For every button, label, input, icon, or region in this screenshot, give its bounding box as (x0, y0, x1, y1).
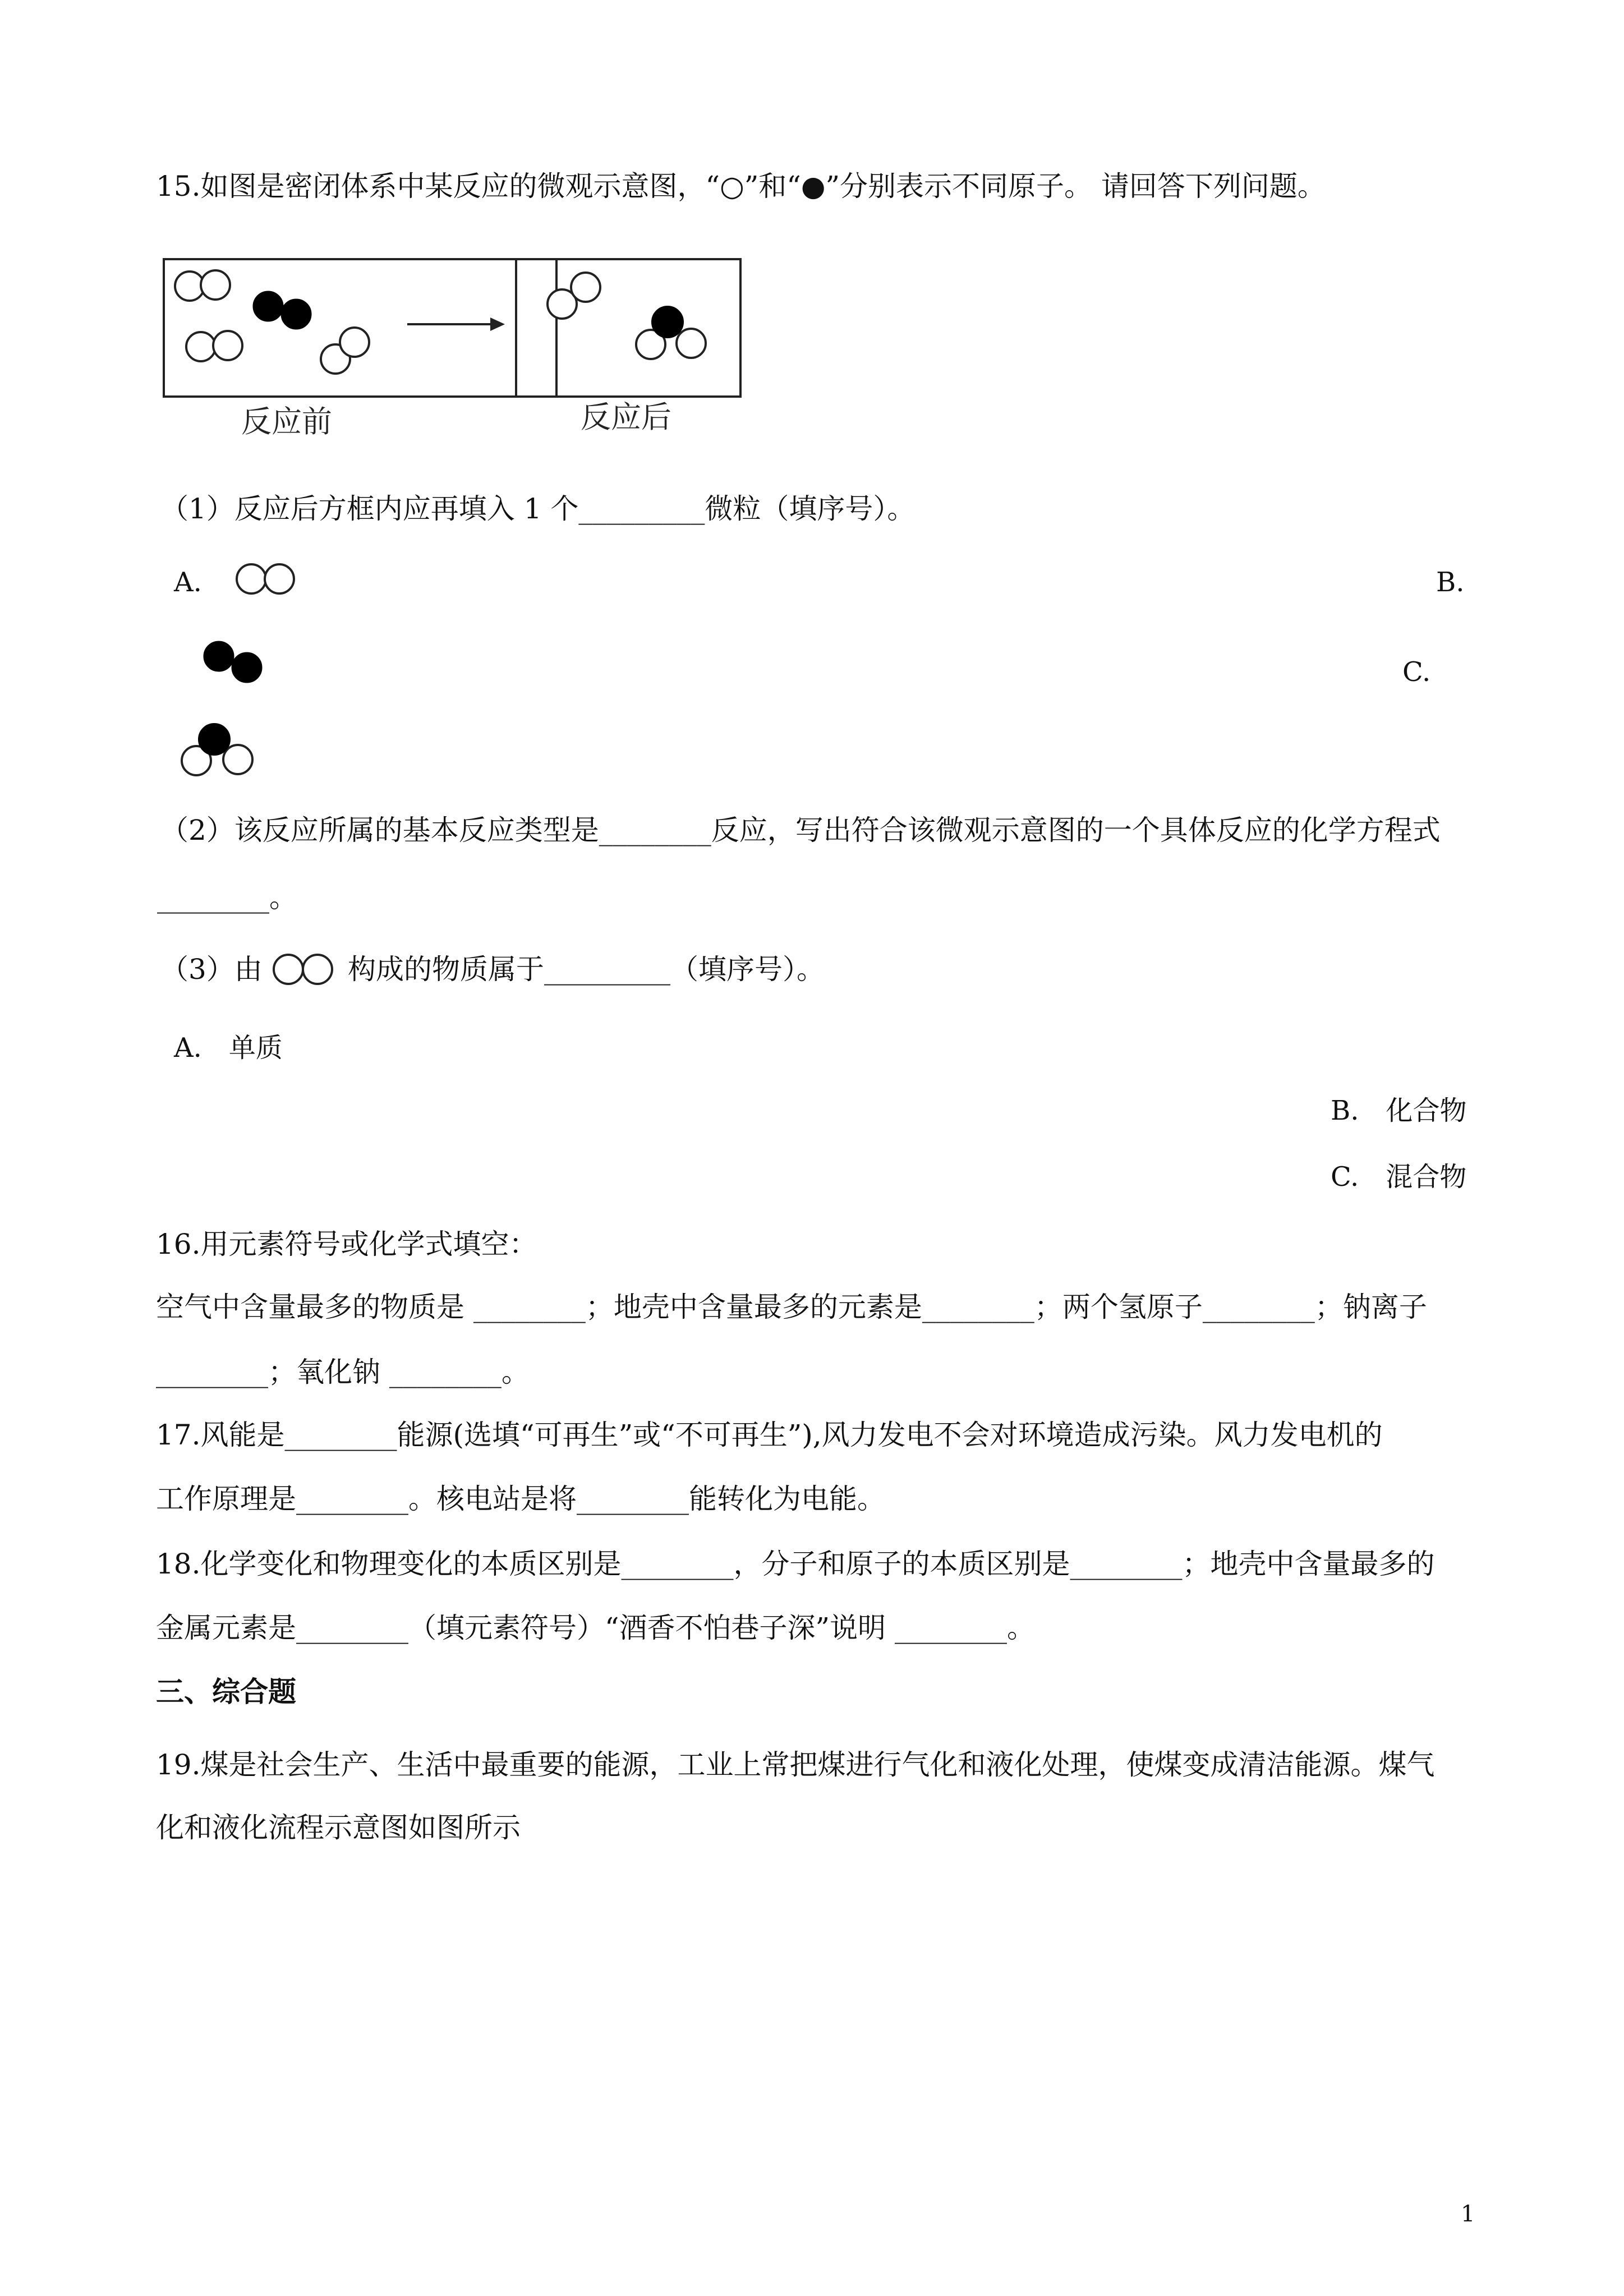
q15-part1: （1）反应后方框内应再填入 1 个_________微粒（填序号）。 (160, 493, 915, 525)
q19-line2: 化和液化流程示意图如图所示 (156, 1811, 521, 1844)
q15-part3-suffix: 构成的物质属于_________（填序号）。 (348, 953, 825, 986)
q17-line2: 工作原理是________。核电站是将________能转化为电能。 (156, 1483, 885, 1515)
q16-line1: 空气中含量最多的物质是 ________；地壳中含量最多的元素是________；两个氢原子________；钠离子 (156, 1291, 1427, 1323)
q19-line1: 19.煤是社会生产、生活中最重要的能源，工业上常把煤进行气化和液化处理，使煤变成清洁能源。煤气 (156, 1749, 1435, 1781)
option-c-compound (177, 718, 261, 780)
q15-p3-option-c: C. 混合物 (1331, 1161, 1467, 1193)
after-label: 反应后 (581, 399, 671, 435)
option-a-white-pair (234, 562, 302, 596)
before-molecule-white-pair-1 (175, 270, 230, 301)
q15-part2-line1: （2）该反应所属的基本反应类型是________反应，写出符合该微观示意图的一个具体反应的化学方程式 (160, 814, 1441, 846)
part3-white-pair (270, 953, 343, 986)
q15-p1-option-a-label: A. (174, 567, 202, 598)
before-molecule-black-pair (254, 292, 311, 329)
reaction-diagram (157, 252, 746, 454)
q15-p1-option-b-label: B. (1436, 567, 1465, 598)
option-b-black-pair (202, 641, 269, 685)
reaction-arrow (407, 318, 505, 331)
q16-line2: ________；氧化钠 ________。 (156, 1356, 530, 1388)
q17-line1: 17.风能是________能源(选填“可再生”或“不可再生”),风力发电不会对环境造成污染。风力发电机的 (156, 1419, 1383, 1451)
q16-stem: 16.用元素符号或化学式填空： (156, 1228, 537, 1260)
before-molecule-white-pair-2 (186, 331, 242, 361)
after-box (516, 259, 740, 397)
q15-stem: 15.如图是密闭体系中某反应的微观示意图，“○”和“●”分别表示不同原子。 请回答下列问题。 (156, 170, 1326, 203)
after-molecule-compound (636, 307, 706, 359)
q15-p3-option-b: B. 化合物 (1331, 1095, 1467, 1126)
q15-p3-option-a: A. 单质 (174, 1032, 283, 1064)
q15-part3-prefix: （3）由 (160, 953, 263, 986)
q18-line2: 金属元素是________（填元素符号）“酒香不怕巷子深”说明 ________。 (156, 1612, 1036, 1644)
section-heading: 三、综合题 (156, 1675, 296, 1708)
q15-part2-line2: ________。 (157, 881, 297, 914)
q18-line1: 18.化学变化和物理变化的本质区别是________，分子和原子的本质区别是________；地壳中含量最多的 (156, 1548, 1435, 1580)
before-label: 反应前 (241, 404, 332, 439)
page-number: 1 (1461, 2201, 1475, 2227)
before-molecule-white-pair-3 (321, 328, 369, 374)
q15-p1-option-c-label: C. (1402, 656, 1431, 688)
